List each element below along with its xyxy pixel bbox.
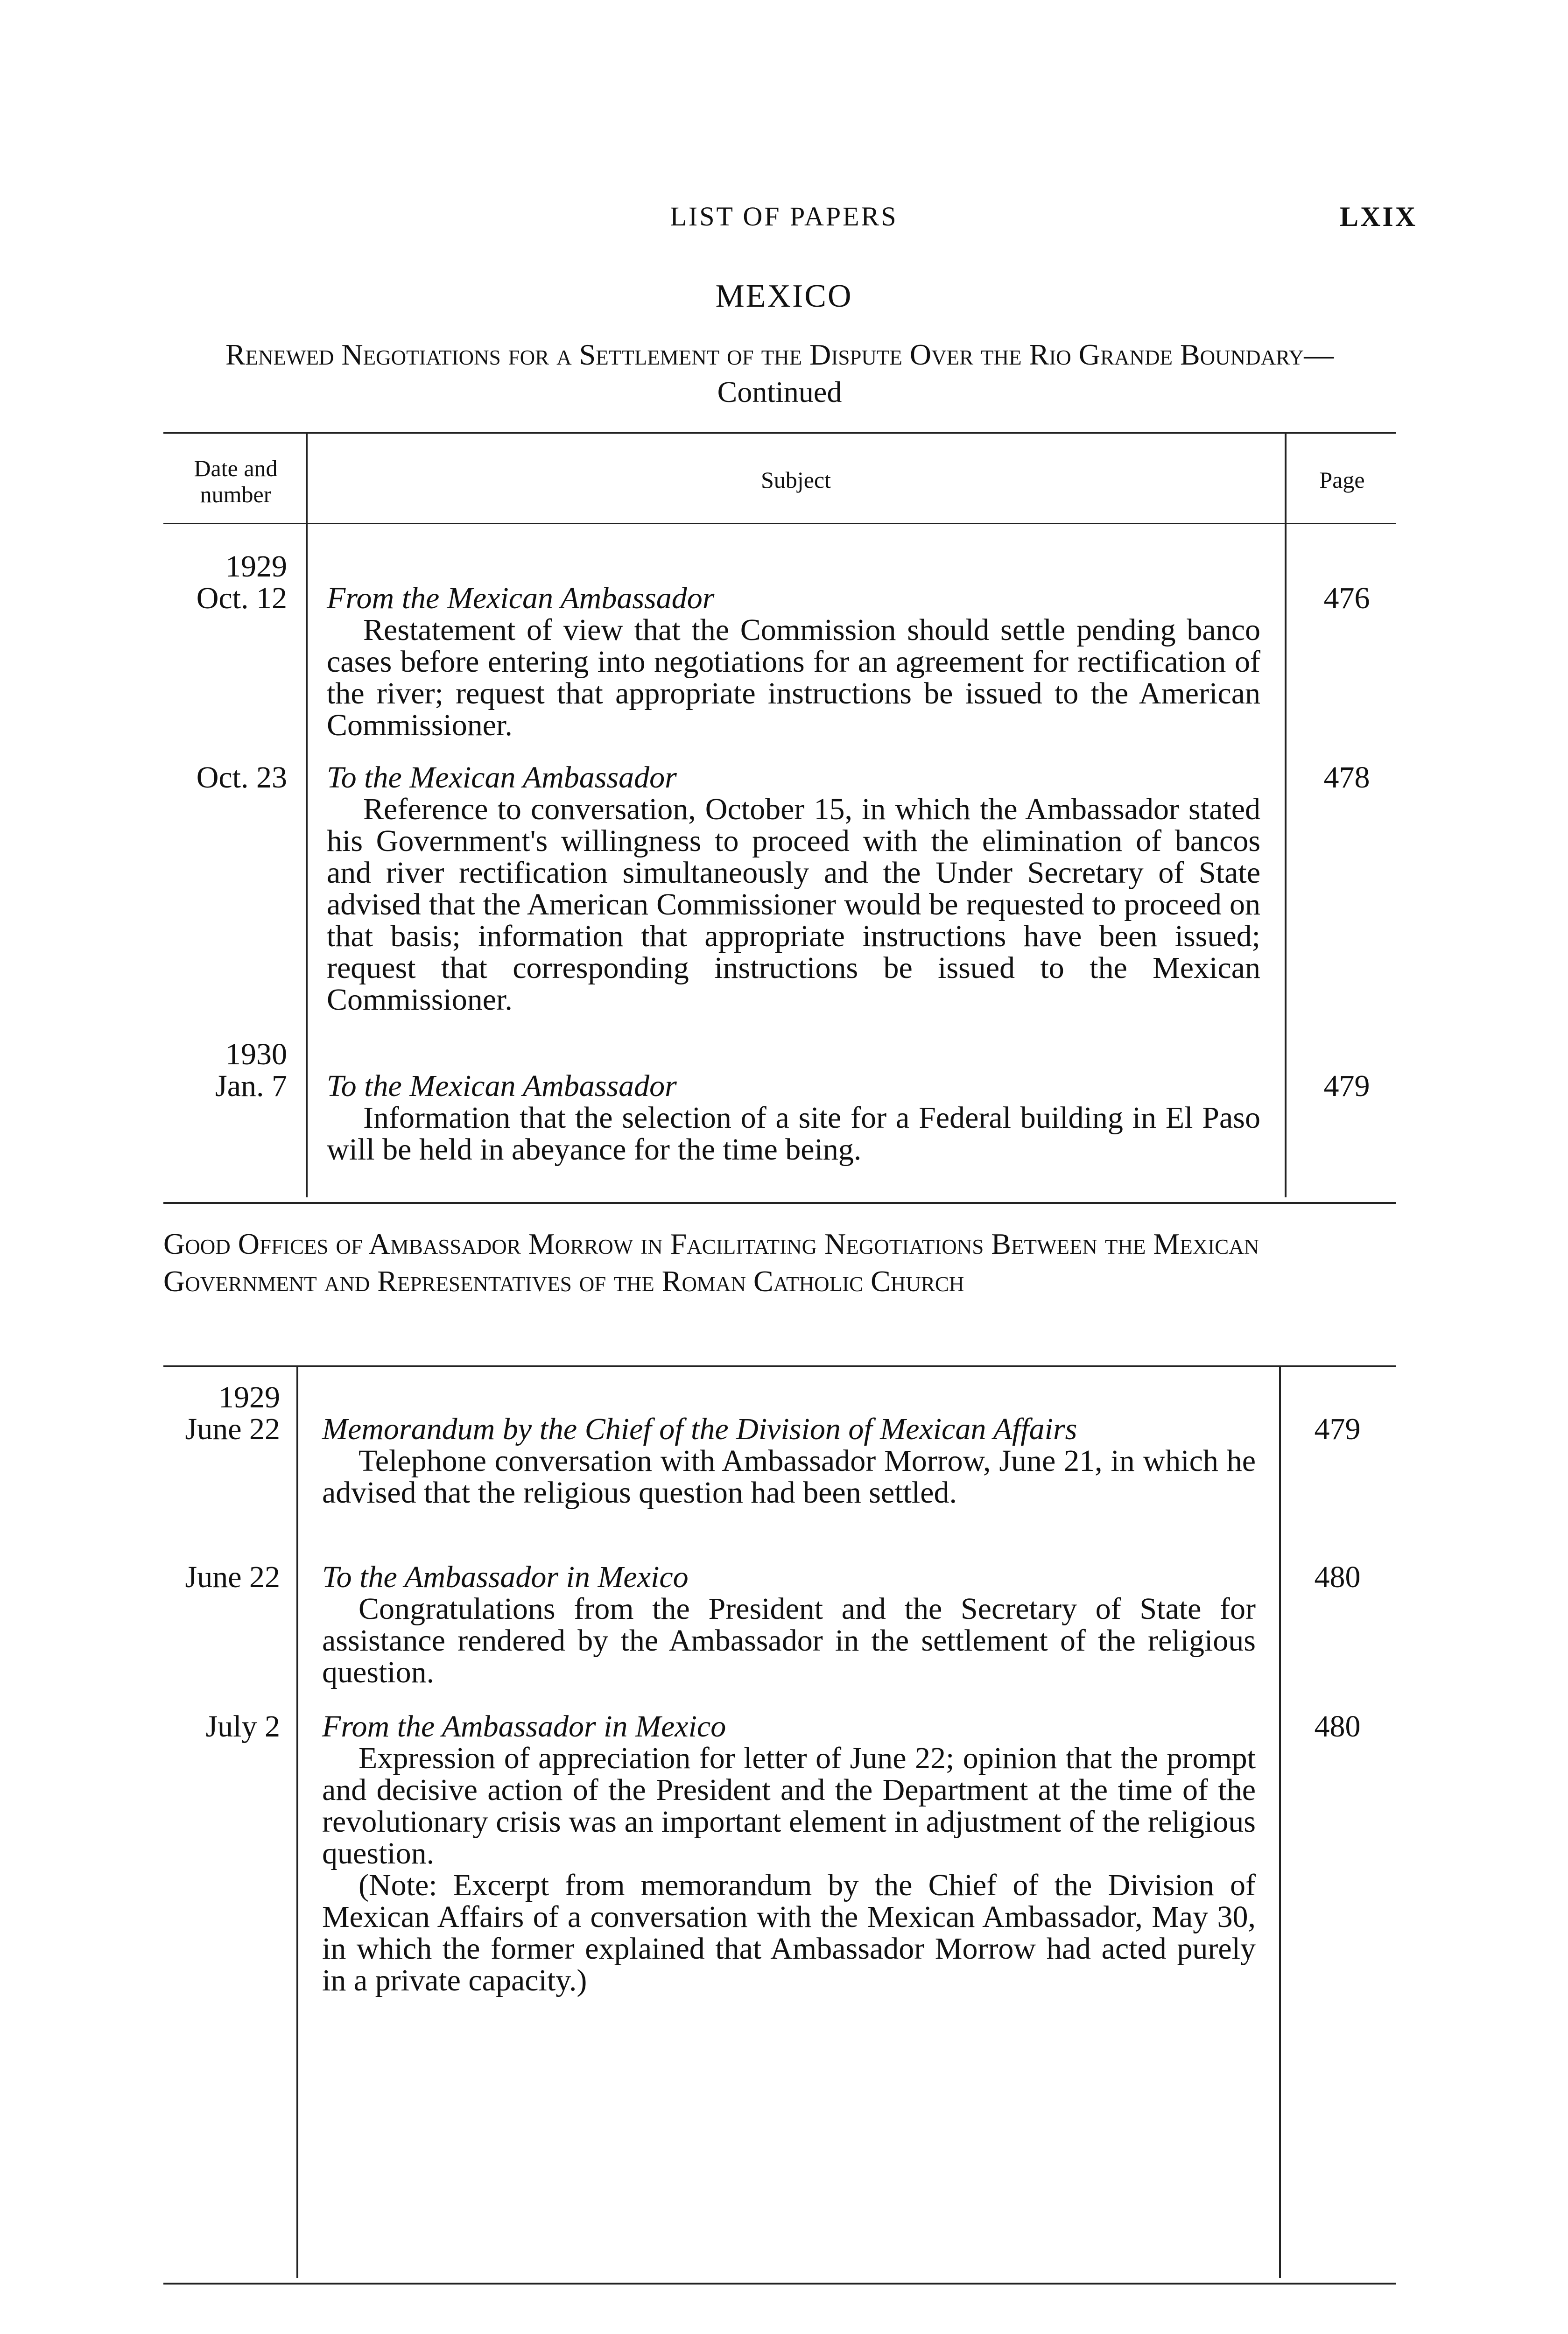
table-bottom-rule [163,1202,1396,1204]
column-divider [306,432,308,1197]
column-head-subject: Subject [761,467,831,493]
entry-summary: Expression of appreciation for letter of June 22; opinion that the prompt and decisive action of the President and the Department at the time of the revolutionary crisis was an important element in adjustment of the religious question. [322,1741,1256,1870]
entry-year: 1930 [225,1037,287,1071]
entry-correspondent: To the Ambassador in Mexico [322,1560,689,1594]
entry-correspondent: From the Ambassador in Mexico [322,1709,726,1743]
entry-date: Oct. 12 [196,581,287,615]
section-title-good-offices: Good Offices of Ambassador Morrow in Facilitating Negotiations Between the Mexican Government and Representatives of the Roman Catholic Church [163,1227,1259,1298]
entry-summary: Information that the selection of a site for a Federal building in El Paso will be held in abeyance for the time being. [327,1101,1260,1167]
table-top-rule [163,432,1396,434]
continued-label: —Continued [717,338,1334,408]
entry-date: June 22 [185,1560,280,1594]
section-title-text: Renewed Negotiations for a Settlement of the Dispute Over the Rio Grande Boundary [225,338,1304,371]
entry-summary: Reference to conversation, October 15, in which the Ambassador stated his Government's willingness to proceed with the elimination of bancos and river rectification simultaneously and the Under Secretary of State advised that the American Commissioner would be requested to proceed on that basis; information that appropriate instructions have been issued; request that corresponding instructions be issued to the Mexican Commissioner. [327,792,1260,1017]
entry-date: Jan. 7 [215,1069,287,1103]
entry-correspondent: To the Mexican Ambassador [327,1069,677,1103]
column-divider [1285,432,1287,1197]
entry-correspondent: To the Mexican Ambassador [327,760,677,794]
entry-summary: Telephone conversation with Ambassador Morrow, June 21, in which he advised that the religious question had been settled. [322,1444,1256,1510]
entry-note: (Note: Excerpt from memorandum by the Chief of the Division of Mexican Affairs of a conversation with the Mexican Ambassador, May 30, in which the former explained that Ambassador Morrow had acted purely in a private capacity.) [322,1868,1256,1997]
column-head-date: Date and number [194,455,278,507]
entry-date: June 22 [185,1412,280,1446]
entry-subject [327,1070,1260,1166]
entry-page: 480 [1314,1709,1361,1743]
entry-date: Oct. 23 [196,760,287,794]
entry-correspondent: Memorandum by the Chief of the Division of Mexican Affairs [322,1412,1077,1446]
column-divider [296,1365,298,2278]
table-header-rule [163,523,1396,524]
entry-summary: Congratulations from the President and the Secretary of State for assistance rendered by the Ambassador in the settlement of the religious question. [322,1592,1256,1689]
column-head-page: Page [1319,467,1365,493]
entry-page: 476 [1323,581,1370,615]
section-title-rio-grande [163,336,1396,411]
entry-date: July 2 [205,1709,280,1743]
entry-year: 1929 [218,1380,280,1414]
table-top-rule [163,1365,1396,1367]
entry-subject [322,1413,1256,1509]
entry-page: 478 [1323,760,1370,794]
entry-subject [322,1561,1256,1688]
entry-page: 479 [1314,1412,1361,1446]
entry-page: 480 [1314,1560,1361,1594]
entry-correspondent: From the Mexican Ambassador [327,581,715,615]
table-bottom-rule [163,2283,1396,2285]
entry-year: 1929 [225,549,287,584]
entry-subject [327,583,1260,741]
column-divider [1279,1365,1281,2278]
entry-page: 479 [1323,1069,1370,1103]
page-number: LXIX [1340,201,1418,232]
country-heading: MEXICO [715,278,853,314]
running-title: LIST OF PAPERS [670,201,898,232]
entry-subject [322,1711,1256,1997]
entry-subject [327,762,1260,1016]
entry-summary: Restatement of view that the Commission should settle pending banco cases before entering into negotiations for an agreement for rectification of the river; request that appropriate instructions be issued to the American Commissioner. [327,613,1260,742]
